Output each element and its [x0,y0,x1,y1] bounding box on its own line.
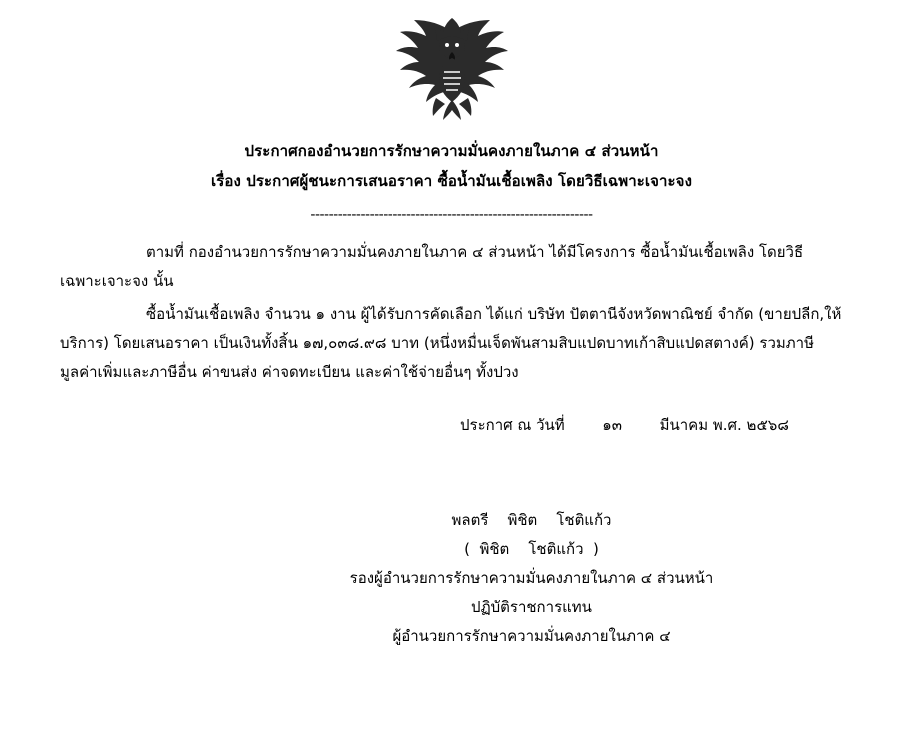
signer-name-parenthesis: ( พิชิต โชติแก้ว ) [464,540,599,558]
paragraph-1: ตามที่ กองอำนวยการรักษาความมั่นคงภายในภาค ๔ ส่วนหน้า ได้มีโครงการ ซื้อน้ำมันเชื้อเพลิง โดยวิธีเฉพาะเจาะจง นั้น [60,243,804,290]
signer-position-line-2: ปฏิบัติราชการแทน [471,598,592,616]
announcement-body [60,238,843,387]
paragraph-2: ซื้อน้ำมันเชื้อเพลิง จำนวน ๑ งาน ผู้ได้รับการคัดเลือก ได้แก่ บริษัท ปัตตานีจังหวัดพาณิชย์ จำกัด (ขายปลีก,ให้บริการ) โดยเสนอราคา เป็นเงินทั้งสิ้น ๑๗,๐๓๘.๙๘ บาท (หนึ่งหมื่นเจ็ดพันสามสิบแปดบาทเก้าสิบแปดสตางค์) รวมภาษีมูลค่าเพิ่มและภาษีอื่น ค่าขนส่ง ค่าจดทะเบียน และค่าใช้จ่ายอื่นๆ ทั้งปวง [60,305,842,381]
announcement-date [60,411,843,440]
emblem-container [60,0,843,126]
garuda-emblem-icon [392,14,512,126]
title-line-2: เรื่อง ประกาศผู้ชนะการเสนอราคา ซื้อน้ำมันเชื้อเพลิง โดยวิธีเฉพาะเจาะจง [210,172,692,190]
signature-block [60,506,843,651]
announcement-title [60,136,843,228]
signer-name: พลตรี พิชิต โชติแก้ว [451,511,612,529]
title-line-1: ประกาศกองอำนวยการรักษาความมั่นคงภายในภาค ๔ ส่วนหน้า [244,142,659,160]
date-day: ๑๓ [602,416,623,434]
date-label: ประกาศ ณ วันที่ [460,416,565,434]
divider: -------------------------------------------------------------- [310,207,593,223]
signer-position-line-3: ผู้อำนวยการรักษาความมั่นคงภายในภาค ๔ [392,627,671,645]
date-month-year: มีนาคม พ.ศ. ๒๕๖๘ [659,416,789,434]
signer-position-line-1: รองผู้อำนวยการรักษาความมั่นคงภายในภาค ๔ ส่วนหน้า [349,569,714,587]
